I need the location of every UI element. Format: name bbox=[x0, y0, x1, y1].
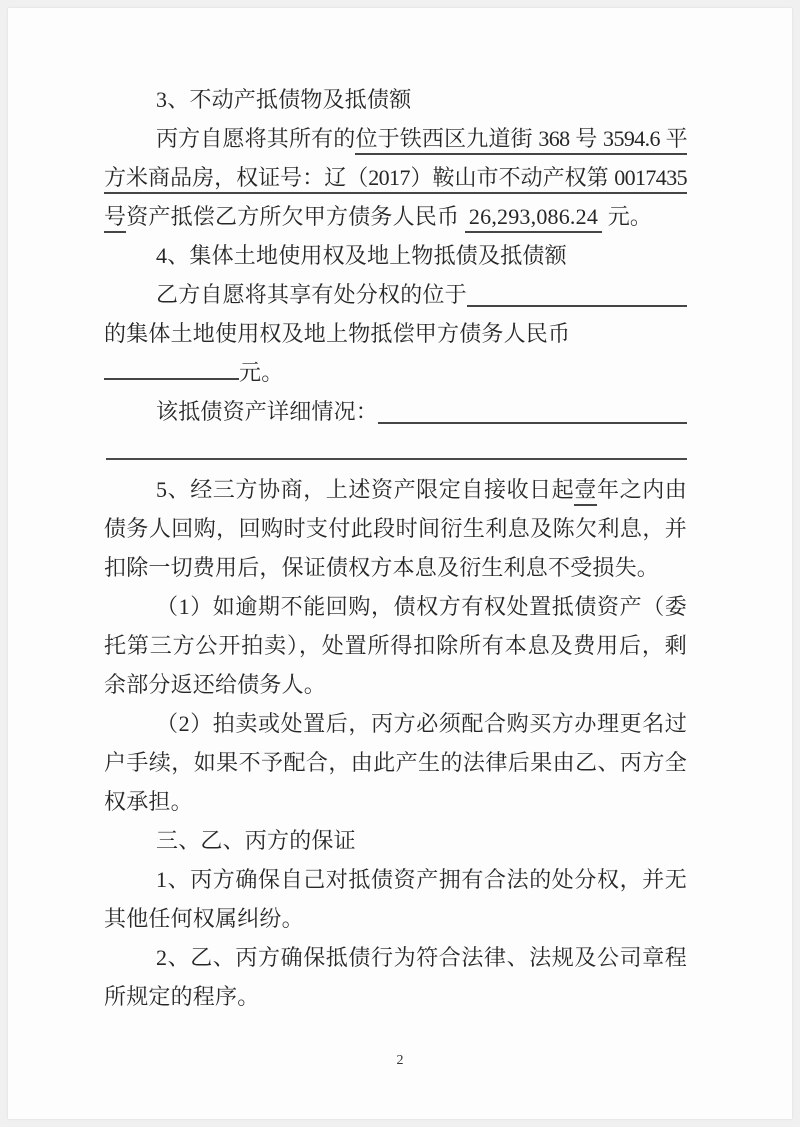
asset-detail-line bbox=[104, 392, 687, 431]
section3-item2-line2-text: 所规定的程序。 bbox=[104, 984, 260, 1009]
clause5-line1-tail: 年之内由 bbox=[597, 477, 687, 502]
asset-detail-label: 该抵债资产详细情况： bbox=[156, 399, 379, 424]
clause4-heading-text: 4、集体土地使用权及地上物抵债及抵债额 bbox=[156, 243, 567, 268]
clause5-item2-line2-text: 户手续，如果不予配合，由此产生的法律后果由乙、丙方全 bbox=[104, 750, 687, 775]
section3-heading bbox=[104, 821, 687, 860]
section3-item1-line2 bbox=[104, 899, 687, 938]
clause3-line3 bbox=[104, 158, 687, 197]
section3-item1-line1 bbox=[104, 860, 687, 899]
clause5-item2-line1-text: （2）拍卖或处置后，丙方必须配合购买方办理更名过 bbox=[156, 711, 687, 736]
clause4-line3 bbox=[104, 353, 687, 392]
continuation-blank-row bbox=[104, 431, 687, 470]
clause4-line1 bbox=[104, 275, 687, 314]
clause5-line3 bbox=[104, 548, 687, 587]
clause5-line2-text: 债务人回购，回购时支付此段时间衍生利息及陈欠利息，并 bbox=[104, 516, 687, 541]
debt-amount-underlined: 26,293,086.24 bbox=[465, 204, 602, 233]
clause4-line1-plain: 乙方自愿将其享有处分权的位于 bbox=[156, 282, 467, 307]
clause4-line2 bbox=[104, 314, 687, 353]
clause5-line3-text: 扣除一切费用后，保证债权方本息及衍生利息不受损失。 bbox=[104, 555, 660, 580]
contract-page bbox=[8, 8, 792, 1119]
clause3-heading bbox=[104, 80, 687, 119]
clause3-line2-underlined: 位于铁西区九道街 368 号 3594.6 平 bbox=[355, 126, 687, 155]
clause5-line1 bbox=[104, 470, 687, 509]
clause3-line2 bbox=[104, 119, 687, 158]
clause5-item1-line2 bbox=[104, 626, 687, 665]
clause3-heading-text: 3、不动产抵债物及抵债额 bbox=[156, 87, 412, 112]
clause5-item2-line3-text: 权承担。 bbox=[104, 789, 193, 814]
asset-detail-blank-field bbox=[378, 422, 687, 424]
section3-item2-line2 bbox=[104, 977, 687, 1016]
clause4-heading bbox=[104, 236, 687, 275]
section3-item1-line1-text: 1、丙方确保自己对抵债资产拥有合法的处分权，并无 bbox=[156, 867, 687, 892]
clause5-item1-line3 bbox=[104, 665, 687, 704]
section3-item1-line2-text: 其他任何权属纠纷。 bbox=[104, 906, 304, 931]
clause5-line1-head: 5、经三方协商，上述资产限定自接收日起 bbox=[156, 477, 575, 502]
section3-heading-text: 三、乙、丙方的保证 bbox=[156, 828, 356, 853]
clause5-term-underlined: 壹 bbox=[574, 477, 597, 506]
clause3-line2-plain: 丙方自愿将其所有的 bbox=[156, 126, 356, 151]
clause3-line4 bbox=[104, 197, 687, 236]
continuation-blank-line bbox=[106, 458, 687, 460]
page-number: 2 bbox=[396, 1053, 404, 1068]
clause5-item2-line2 bbox=[104, 743, 687, 782]
clause5-item2-line3 bbox=[104, 782, 687, 821]
clause5-item1-line1 bbox=[104, 587, 687, 626]
clause4-line3-tail: 元。 bbox=[239, 360, 284, 385]
clause5-item1-line1-text: （1）如逾期不能回购，债权方有权处置抵债资产（委 bbox=[156, 594, 687, 619]
location-blank-field bbox=[467, 305, 687, 307]
clause3-line4-tail: 元。 bbox=[607, 204, 653, 229]
section3-item2-line1 bbox=[104, 938, 687, 977]
clause4-line2-plain: 的集体土地使用权及地上物抵偿甲方债务人民币 bbox=[104, 321, 571, 346]
clause3-line4-underlined-char: 号 bbox=[104, 204, 126, 233]
clause3-line3-underlined: 方米商品房，权证号：辽（2017）鞍山市不动产权第 0017435 bbox=[104, 165, 687, 194]
amount-blank-field bbox=[104, 378, 239, 380]
clause5-line2 bbox=[104, 509, 687, 548]
clause5-item2-line1 bbox=[104, 704, 687, 743]
clause3-line4-plain: 资产抵偿乙方所欠甲方债务人民币 bbox=[126, 204, 460, 229]
clause5-item1-line2-text: 托第三方公开拍卖），处置所得扣除所有本息及费用后，剩 bbox=[104, 633, 687, 658]
section3-item2-line1-text: 2、乙、丙方确保抵债行为符合法律、法规及公司章程 bbox=[156, 945, 687, 970]
clause5-item1-line3-text: 余部分返还给债务人。 bbox=[104, 672, 327, 697]
